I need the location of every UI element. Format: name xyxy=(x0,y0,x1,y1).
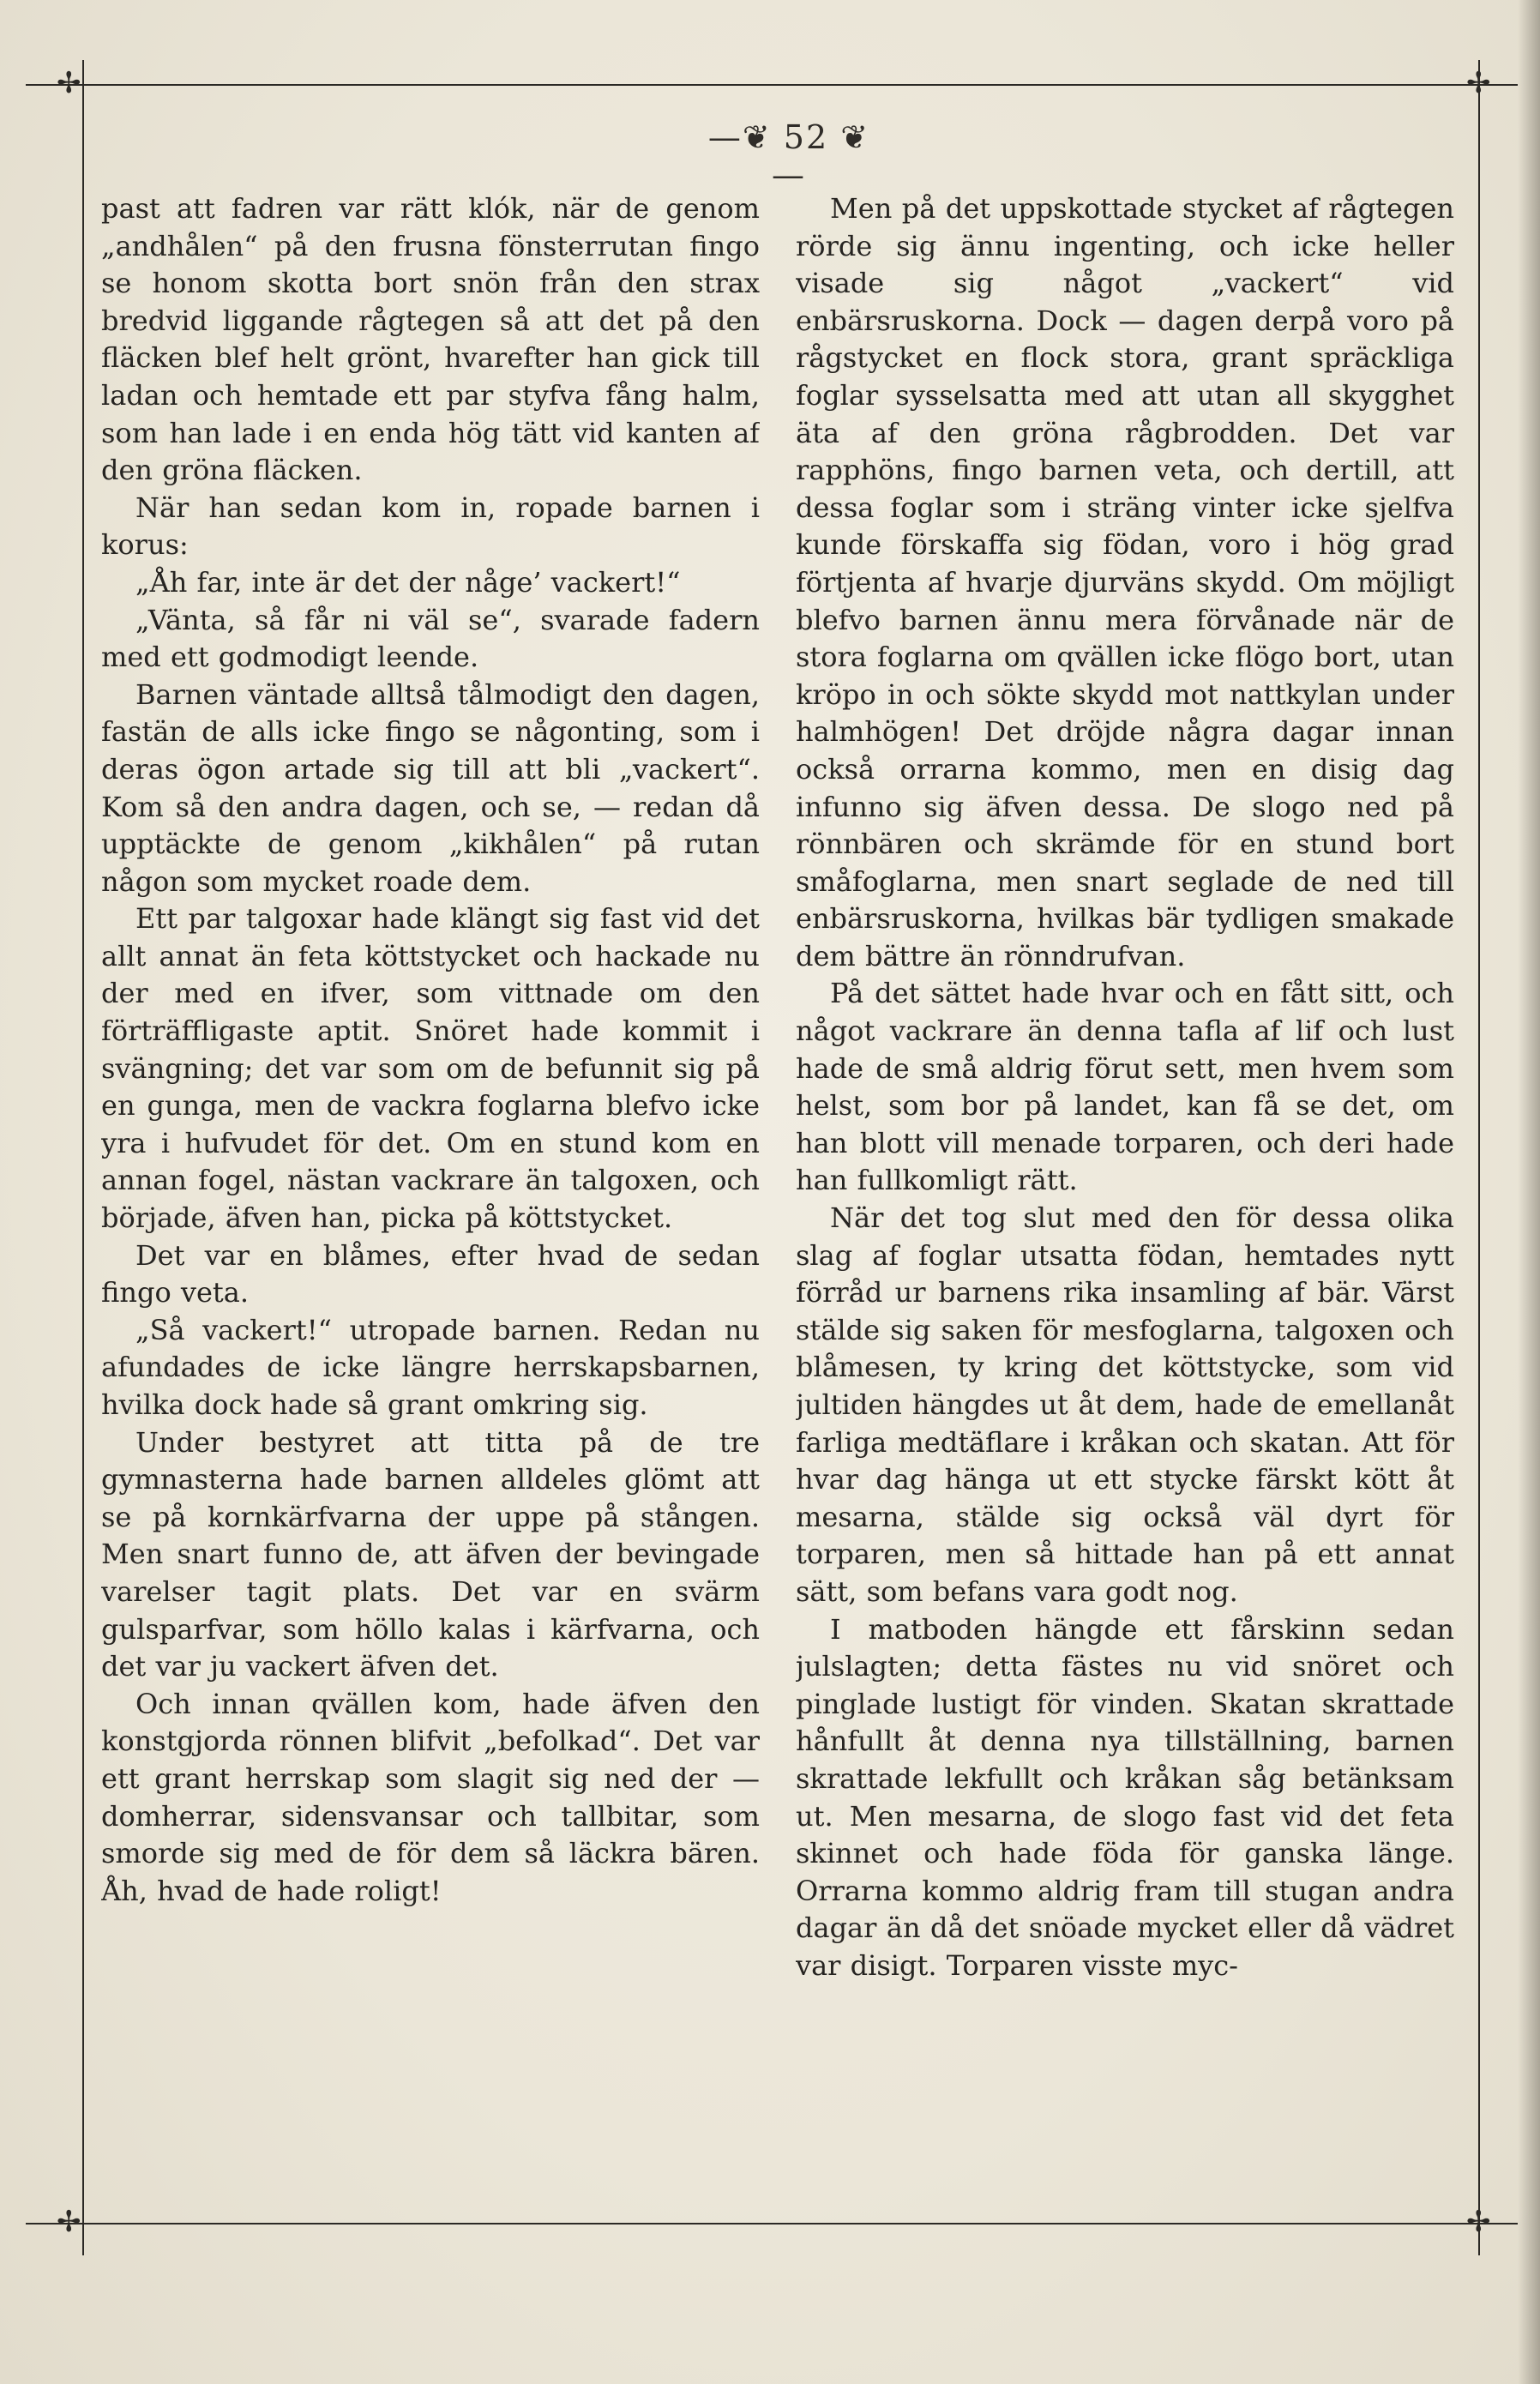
crop-mark-bottom-left: ✢ xyxy=(57,2205,81,2239)
paragraph: När det tog slut med den för dessa olika slag af foglar utsatta födan, hemtades nytt förråd ur barnens rika insamling af bär. Värst stälde sig saken för mesfoglarna, talgoxen och blåmesen, ty kring det köttstycke, som vid jultiden hängdes ut åt dem, hade de emellanåt farliga medtäflare i kråkan och skatan. Att för hvar dag hänga ut ett stycke färskt kött åt mesarna, stälde sig också väl dyrt för torparen, men så hittade han på ett annat sätt, som befans vara godt nog. xyxy=(796,1201,1454,1608)
page-number: —❦ 52 ❦— xyxy=(707,118,870,194)
paragraph: „Så vackert!“ utropade barnen. Redan nu afundades de icke längre herrskapsbarnen, hvilka dock hade så grant omkring sig. xyxy=(101,1313,760,1421)
page-edge-shadow xyxy=(1518,0,1540,2384)
paragraph: Det var en blåmes, efter hvad de sedan fingo veta. xyxy=(101,1238,760,1309)
bottom-rule xyxy=(26,2223,1518,2224)
paragraph: Under bestyret att titta på de tre gymnasterna hade barnen alldeles glömt att se på kornkärfvarna der uppe på stången. Men snart funno de, att äfven der bevingade varelser tagit plats. Det var en svärm gulsparfvar, som höllo kalas i kärfvarna, och det var ju vackert äfven det. xyxy=(101,1425,760,1683)
paragraph: Men på det uppskottade stycket af rågtegen rörde sig ännu ingenting, och icke heller visade sig något „vackert“ vid enbärsruskorna. Dock — dagen derpå voro på rågstycket en flock stora, grant spräckliga foglar sysselsatta med att utan all skygghet äta af den gröna rågbrodden. Det var rapphöns, fingo barnen veta, och dertill, att dessa foglar som i sträng vinter icke sjelfva kunde förskaffa sig födan, voro i hög grad förtjenta af hvarje djurväns skydd. Om möjligt blefvo barnen ännu mera förvånade när de stora foglarna om qvällen icke flögo bort, utan kröpo in och sökte skydd mot nattkylan under halmhögen! Det dröjde några dagar innan också orrarna kommo, men en disig dag infunno sig äfven dessa. De slogo ned på rönnbären och skrämde för en stund bort småfoglarna, men snart seglade de ned till enbärsruskorna, hvilkas bär tydligen smakade dem bättre än rönndrufvan. xyxy=(796,192,1454,972)
left-rule xyxy=(82,60,84,2255)
paragraph: „Vänta, så får ni väl se“, svarade fadern med ett godmodigt leende. xyxy=(101,603,760,674)
crop-mark-bottom-right: ✢ xyxy=(1466,2205,1491,2239)
paragraph: När han sedan kom in, ropade barnen i korus: xyxy=(101,491,760,562)
crop-mark-top-right: ✢ xyxy=(1466,66,1491,100)
paragraph: På det sättet hade hvar och en fått sitt, och något vackrare än denna tafla af lif och lust hade de små aldrig förut sett, men hvem som helst, som bor på landet, kan få se det, om han blott vill menade torparen, och deri hade han fullkomligt rätt. xyxy=(796,977,1454,1197)
paragraph: past att fadren var rätt klók, när de genom „andhålen“ på den frusna fönsterrutan fingo se honom skotta bort snön från den strax bredvid liggande rågtegen så att det på den fläcken blef helt grönt, hvarefter han gick till ladan och hemtade ett par styfva fång halm, som han lade i en enda hög tätt vid kanten af den gröna fläcken. xyxy=(101,192,760,487)
left-column xyxy=(101,190,760,2188)
paragraph: Och innan qvällen kom, hade äfven den konstgjorda rönnen blifvit „befolkad“. Det var ett grant herrskap som slagit sig ned der — domherrar, sidensvansar och tallbitar, som smorde sig med de för dem så läckra bären. Åh, hvad de hade roligt! xyxy=(101,1687,760,1907)
right-rule xyxy=(1478,60,1480,2255)
paragraph: „Åh far, inte är det der någe’ vackert!“ xyxy=(135,565,681,599)
right-column xyxy=(796,190,1454,2188)
paragraph: Barnen väntade alltså tålmodigt den dagen, fastän de alls icke fingo se någonting, som i deras ögon artade sig till att bli „vackert“. Kom så den andra dagen, och se, — redan då upptäckte de genom „kikhålen“ på rutan någon som mycket roade dem. xyxy=(101,677,760,898)
paragraph: I matboden hängde ett fårskinn sedan julslagten; detta fästes nu vid snöret och pinglade lustigt för vinden. Skatan skrattade hånfullt åt denna nya tillställning, barnen skrattade lekfullt och kråkan såg betänksam ut. Men mesarna, de slogo fast vid det feta skinnet och hade föda för ganska länge. Orrarna kommo aldrig fram till stugan andra dagar än då det snöade mycket eller då vädret var disigt. Torparen visste myc- xyxy=(796,1612,1454,1982)
top-rule xyxy=(26,84,1518,86)
crop-mark-top-left: ✢ xyxy=(57,66,81,100)
paragraph: Ett par talgoxar hade klängt sig fast vid det allt annat än feta köttstycket och hackade nu der med en ifver, som vittnade om den förträffligaste aptit. Snöret hade kommit i svängning; det var som om de befunnit sig på en gunga, men de vackra foglarna blefvo icke yra i hufvudet för det. Om en stund kom en annan fogel, nästan vackrare än talgoxen, och började, äfven han, picka på köttstycket. xyxy=(101,902,760,1235)
